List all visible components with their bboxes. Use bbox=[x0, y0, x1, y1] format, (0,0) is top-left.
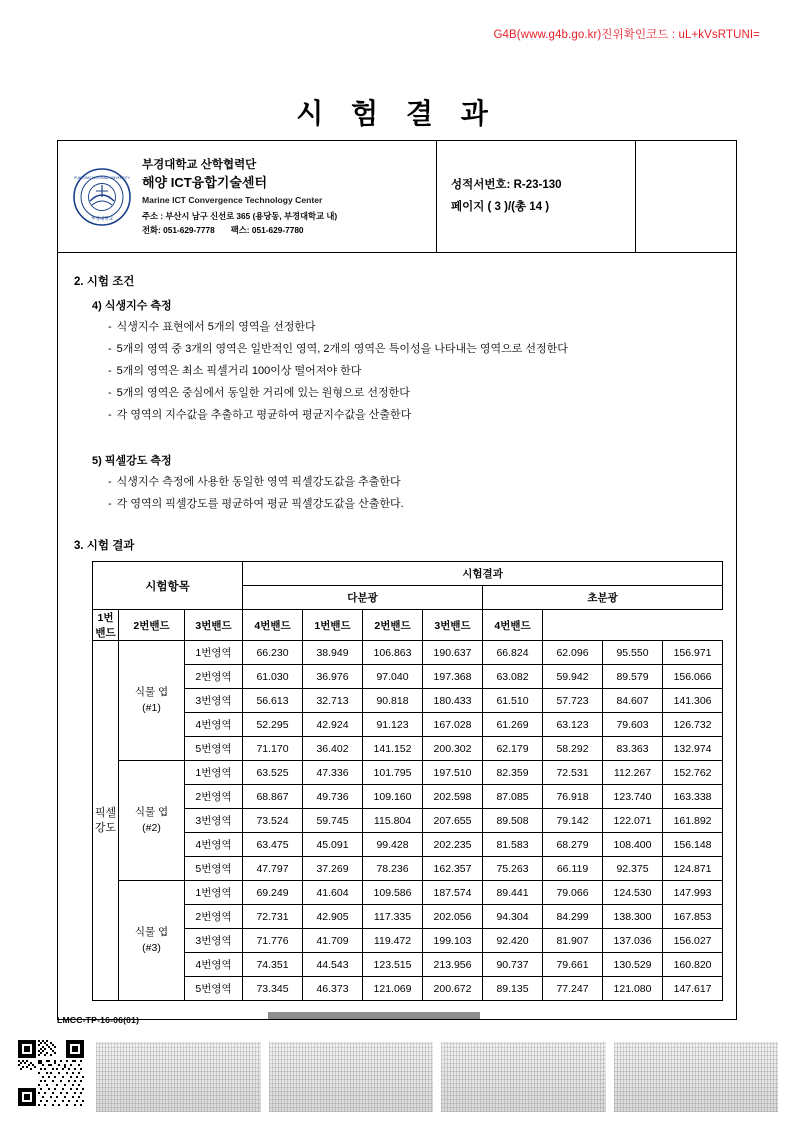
cell-value: 115.804 bbox=[363, 809, 423, 833]
table-row bbox=[93, 833, 723, 857]
cell-value: 130.529 bbox=[603, 953, 663, 977]
cell-value: 73.524 bbox=[243, 809, 303, 833]
cell-value: 78.236 bbox=[363, 857, 423, 881]
footer-divider-bar bbox=[268, 1012, 480, 1019]
g4b-verification-notice: G4B(www.g4b.go.kr)진위확인코드 : uL+kVsRTUNI= bbox=[493, 29, 760, 41]
cell-value: 57.723 bbox=[543, 689, 603, 713]
org-contact bbox=[142, 224, 337, 236]
cell-value: 36.402 bbox=[303, 737, 363, 761]
cell-value: 190.637 bbox=[423, 641, 483, 665]
cell-value: 69.249 bbox=[243, 881, 303, 905]
cell-value: 73.345 bbox=[243, 977, 303, 1001]
cell-value: 58.292 bbox=[543, 737, 603, 761]
cell-value: 99.428 bbox=[363, 833, 423, 857]
area-label: 4번영역 bbox=[185, 833, 243, 857]
cell-value: 41.604 bbox=[303, 881, 363, 905]
section3-heading: 3. 시험 결과 bbox=[74, 540, 135, 552]
cell-value: 123.515 bbox=[363, 953, 423, 977]
table-row bbox=[93, 737, 723, 761]
table-row bbox=[93, 857, 723, 881]
cell-value: 119.472 bbox=[363, 929, 423, 953]
cell-value: 47.797 bbox=[243, 857, 303, 881]
org-fax: 팩스: 051-629-7780 bbox=[230, 224, 304, 235]
org-address: 주소 : 부산시 남구 신선로 365 (용당동, 부경대학교 내) bbox=[142, 210, 338, 221]
cell-value: 89.508 bbox=[483, 809, 543, 833]
table-row bbox=[93, 977, 723, 1001]
results-table-wrapper bbox=[92, 561, 720, 1001]
security-pattern-strip bbox=[96, 1042, 778, 1112]
header-band: 3번밴드 bbox=[185, 610, 243, 641]
cell-value: 61.510 bbox=[483, 689, 543, 713]
cell-value: 79.066 bbox=[543, 881, 603, 905]
header-band: 2번밴드 bbox=[363, 610, 423, 641]
cell-value: 71.776 bbox=[243, 929, 303, 953]
cell-value: 94.304 bbox=[483, 905, 543, 929]
table-row bbox=[93, 953, 723, 977]
cell-value: 74.351 bbox=[243, 953, 303, 977]
cell-value: 95.550 bbox=[603, 641, 663, 665]
qr-code-icon bbox=[18, 1040, 84, 1106]
cell-value: 138.300 bbox=[603, 905, 663, 929]
header-group-hyperspectral: 초분광 bbox=[483, 586, 723, 610]
cell-value: 84.299 bbox=[543, 905, 603, 929]
area-label: 1번영역 bbox=[185, 641, 243, 665]
cell-value: 63.525 bbox=[243, 761, 303, 785]
security-pattern-block bbox=[269, 1042, 434, 1112]
svg-text:부경대학교: 부경대학교 bbox=[90, 215, 114, 221]
cell-value: 76.918 bbox=[543, 785, 603, 809]
cell-value: 200.672 bbox=[423, 977, 483, 1001]
row-group-label: 픽셀 강도 bbox=[93, 641, 119, 1001]
cell-value: 117.335 bbox=[363, 905, 423, 929]
header-test-result: 시험결과 bbox=[243, 562, 723, 586]
cell-value: 147.617 bbox=[663, 977, 723, 1001]
cell-value: 213.956 bbox=[423, 953, 483, 977]
header-band: 1번밴드 bbox=[93, 610, 119, 641]
cell-value: 156.027 bbox=[663, 929, 723, 953]
section2-sub4-heading: 4) 식생지수 측정 bbox=[92, 300, 172, 312]
cell-value: 124.871 bbox=[663, 857, 723, 881]
header-test-item: 시험항목 bbox=[93, 562, 243, 610]
cell-value: 147.993 bbox=[663, 881, 723, 905]
cell-value: 52.295 bbox=[243, 713, 303, 737]
results-table-body bbox=[93, 641, 723, 1001]
cell-value: 122.071 bbox=[603, 809, 663, 833]
cell-value: 160.820 bbox=[663, 953, 723, 977]
table-row bbox=[93, 785, 723, 809]
cell-value: 63.123 bbox=[543, 713, 603, 737]
security-pattern-block bbox=[441, 1042, 606, 1112]
list-item: - 각 영역의 지수값을 추출하고 평균하여 평균지수값을 산출한다 bbox=[108, 409, 412, 421]
cell-value: 109.586 bbox=[363, 881, 423, 905]
results-table bbox=[92, 561, 723, 1001]
area-label: 3번영역 bbox=[185, 809, 243, 833]
cell-value: 89.135 bbox=[483, 977, 543, 1001]
table-row bbox=[93, 689, 723, 713]
table-row bbox=[93, 929, 723, 953]
cell-value: 121.080 bbox=[603, 977, 663, 1001]
cell-value: 45.091 bbox=[303, 833, 363, 857]
svg-text:PUKYONG NATIONAL UNIVERSITY: PUKYONG NATIONAL UNIVERSITY bbox=[74, 175, 130, 180]
cell-value: 141.306 bbox=[663, 689, 723, 713]
cell-value: 187.574 bbox=[423, 881, 483, 905]
cell-value: 56.613 bbox=[243, 689, 303, 713]
cell-value: 161.892 bbox=[663, 809, 723, 833]
cell-value: 75.263 bbox=[483, 857, 543, 881]
cell-value: 197.368 bbox=[423, 665, 483, 689]
list-item: - 5개의 영역은 중심에서 동일한 거리에 있는 원형으로 선정한다 bbox=[108, 387, 410, 399]
table-row bbox=[93, 665, 723, 689]
letterhead bbox=[58, 141, 736, 253]
header-band: 2번밴드 bbox=[119, 610, 185, 641]
header-band: 4번밴드 bbox=[243, 610, 303, 641]
table-row bbox=[93, 905, 723, 929]
plant-label: 식물 엽 (#3) bbox=[119, 881, 185, 1001]
report-number: 성적서번호: R-23-130 bbox=[451, 178, 562, 191]
list-item: - 식생지수 측정에 사용한 동일한 영역 픽셀강도값을 추출한다 bbox=[108, 476, 401, 488]
cell-value: 71.170 bbox=[243, 737, 303, 761]
list-item: - 각 영역의 픽셀강도를 평균하여 평균 픽셀강도값을 산출한다. bbox=[108, 498, 404, 510]
cell-value: 37.269 bbox=[303, 857, 363, 881]
cell-value: 156.148 bbox=[663, 833, 723, 857]
header-band: 4번밴드 bbox=[483, 610, 543, 641]
cell-value: 66.119 bbox=[543, 857, 603, 881]
report-frame bbox=[57, 140, 737, 1020]
cell-value: 87.085 bbox=[483, 785, 543, 809]
cell-value: 90.818 bbox=[363, 689, 423, 713]
table-row bbox=[93, 713, 723, 737]
cell-value: 202.056 bbox=[423, 905, 483, 929]
cell-value: 121.069 bbox=[363, 977, 423, 1001]
cell-value: 91.123 bbox=[363, 713, 423, 737]
cell-value: 82.359 bbox=[483, 761, 543, 785]
cell-value: 42.924 bbox=[303, 713, 363, 737]
cell-value: 132.974 bbox=[663, 737, 723, 761]
cell-value: 163.338 bbox=[663, 785, 723, 809]
cell-value: 32.713 bbox=[303, 689, 363, 713]
cell-value: 49.736 bbox=[303, 785, 363, 809]
plant-label: 식물 엽 (#2) bbox=[119, 761, 185, 881]
cell-value: 112.267 bbox=[603, 761, 663, 785]
table-row bbox=[93, 881, 723, 905]
section2-heading: 2. 시험 조건 bbox=[74, 276, 135, 288]
org-name-english: Marine ICT Convergence Technology Center bbox=[142, 194, 323, 205]
cell-value: 200.302 bbox=[423, 737, 483, 761]
cell-value: 141.152 bbox=[363, 737, 423, 761]
cell-value: 46.373 bbox=[303, 977, 363, 1001]
area-label: 5번영역 bbox=[185, 857, 243, 881]
cell-value: 106.863 bbox=[363, 641, 423, 665]
cell-value: 81.907 bbox=[543, 929, 603, 953]
cell-value: 79.142 bbox=[543, 809, 603, 833]
area-label: 2번영역 bbox=[185, 785, 243, 809]
cell-value: 92.375 bbox=[603, 857, 663, 881]
security-pattern-block bbox=[96, 1042, 261, 1112]
cell-value: 89.579 bbox=[603, 665, 663, 689]
cell-value: 41.709 bbox=[303, 929, 363, 953]
table-header-row bbox=[93, 610, 723, 641]
cell-value: 197.510 bbox=[423, 761, 483, 785]
security-pattern-block bbox=[614, 1042, 779, 1112]
cell-value: 62.179 bbox=[483, 737, 543, 761]
cell-value: 62.096 bbox=[543, 641, 603, 665]
table-row bbox=[93, 641, 723, 665]
section2-sub5-heading: 5) 픽셀강도 측정 bbox=[92, 455, 172, 467]
list-item: - 식생지수 표현에서 5개의 영역을 선정한다 bbox=[108, 321, 316, 333]
cell-value: 83.363 bbox=[603, 737, 663, 761]
cell-value: 109.160 bbox=[363, 785, 423, 809]
area-label: 5번영역 bbox=[185, 977, 243, 1001]
cell-value: 38.949 bbox=[303, 641, 363, 665]
cell-value: 207.655 bbox=[423, 809, 483, 833]
cell-value: 72.731 bbox=[243, 905, 303, 929]
area-label: 4번영역 bbox=[185, 713, 243, 737]
table-row bbox=[93, 761, 723, 785]
area-label: 4번영역 bbox=[185, 953, 243, 977]
list-item: - 5개의 영역은 최소 픽셀거리 100이상 떨어져야 한다 bbox=[108, 365, 362, 377]
cell-value: 202.235 bbox=[423, 833, 483, 857]
cell-value: 59.745 bbox=[303, 809, 363, 833]
org-tel: 전화: 051-629-7778 bbox=[142, 224, 215, 235]
cell-value: 152.762 bbox=[663, 761, 723, 785]
area-label: 2번영역 bbox=[185, 905, 243, 929]
cell-value: 156.971 bbox=[663, 641, 723, 665]
cell-value: 92.420 bbox=[483, 929, 543, 953]
cell-value: 72.531 bbox=[543, 761, 603, 785]
cell-value: 137.036 bbox=[603, 929, 663, 953]
list-item: - 5개의 영역 중 3개의 영역은 일반적인 영역, 2개의 영역은 특이성을 나타내는 영역으로 선정한다 bbox=[108, 343, 568, 355]
page-title: 시 험 결 과 bbox=[296, 98, 498, 129]
cell-value: 47.336 bbox=[303, 761, 363, 785]
area-label: 1번영역 bbox=[185, 761, 243, 785]
cell-value: 79.661 bbox=[543, 953, 603, 977]
cell-value: 202.598 bbox=[423, 785, 483, 809]
cell-value: 156.066 bbox=[663, 665, 723, 689]
cell-value: 108.400 bbox=[603, 833, 663, 857]
header-band: 1번밴드 bbox=[303, 610, 363, 641]
cell-value: 84.607 bbox=[603, 689, 663, 713]
cell-value: 77.247 bbox=[543, 977, 603, 1001]
table-header-row bbox=[93, 562, 723, 586]
area-label: 3번영역 bbox=[185, 929, 243, 953]
cell-value: 180.433 bbox=[423, 689, 483, 713]
cell-value: 63.475 bbox=[243, 833, 303, 857]
letterhead-blank-cell bbox=[636, 141, 736, 252]
cell-value: 36.976 bbox=[303, 665, 363, 689]
header-band: 3번밴드 bbox=[423, 610, 483, 641]
org-name-line2: 해양 ICT융합기술센터 bbox=[142, 174, 268, 190]
cell-value: 66.824 bbox=[483, 641, 543, 665]
cell-value: 66.230 bbox=[243, 641, 303, 665]
university-seal-icon bbox=[72, 167, 132, 227]
report-body bbox=[58, 253, 736, 1019]
area-label: 1번영역 bbox=[185, 881, 243, 905]
plant-label: 식물 엽 (#1) bbox=[119, 641, 185, 761]
cell-value: 59.942 bbox=[543, 665, 603, 689]
cell-value: 126.732 bbox=[663, 713, 723, 737]
cell-value: 61.269 bbox=[483, 713, 543, 737]
letterhead-meta-block bbox=[436, 141, 636, 252]
cell-value: 167.853 bbox=[663, 905, 723, 929]
cell-value: 101.795 bbox=[363, 761, 423, 785]
cell-value: 97.040 bbox=[363, 665, 423, 689]
cell-value: 81.583 bbox=[483, 833, 543, 857]
cell-value: 124.530 bbox=[603, 881, 663, 905]
org-name-line1: 부경대학교 산학협력단 bbox=[142, 159, 257, 171]
cell-value: 63.082 bbox=[483, 665, 543, 689]
cell-value: 89.441 bbox=[483, 881, 543, 905]
cell-value: 68.867 bbox=[243, 785, 303, 809]
area-label: 5번영역 bbox=[185, 737, 243, 761]
cell-value: 68.279 bbox=[543, 833, 603, 857]
cell-value: 79.603 bbox=[603, 713, 663, 737]
cell-value: 90.737 bbox=[483, 953, 543, 977]
table-row bbox=[93, 809, 723, 833]
letterhead-org-block bbox=[58, 141, 436, 252]
org-text-block bbox=[142, 157, 337, 236]
form-code: LMCC-TP-16-06(01) bbox=[57, 1015, 140, 1025]
page-info: 페이지 ( 3 )/(총 14 ) bbox=[451, 200, 550, 213]
cell-value: 61.030 bbox=[243, 665, 303, 689]
cell-value: 123.740 bbox=[603, 785, 663, 809]
area-label: 3번영역 bbox=[185, 689, 243, 713]
cell-value: 44.543 bbox=[303, 953, 363, 977]
cell-value: 199.103 bbox=[423, 929, 483, 953]
area-label: 2번영역 bbox=[185, 665, 243, 689]
cell-value: 162.357 bbox=[423, 857, 483, 881]
cell-value: 167.028 bbox=[423, 713, 483, 737]
header-group-multispectral: 다분광 bbox=[243, 586, 483, 610]
cell-value: 42.905 bbox=[303, 905, 363, 929]
